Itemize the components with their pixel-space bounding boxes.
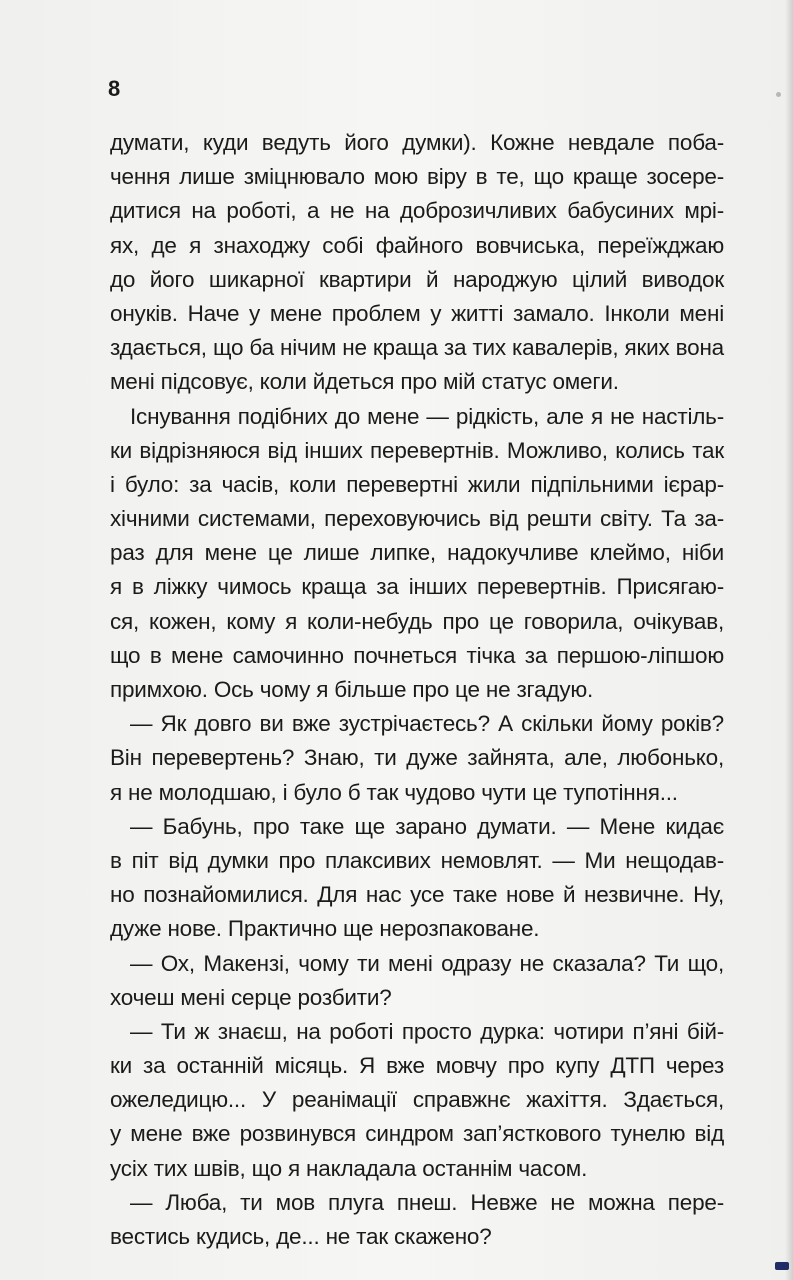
page-number: 8 bbox=[108, 76, 121, 101]
cover-corner bbox=[775, 1262, 789, 1270]
text-line: я не молодшаю, і було б так чудово чути це тупотіння... bbox=[110, 779, 678, 805]
text-line: ожеледицю... У реанімації справжнє жахіття. Здається, bbox=[110, 1087, 724, 1113]
text-line: — Як довго ви вже зустрічаєтесь? А скільки йому років? bbox=[130, 711, 724, 737]
text-line: ки відрізняюся від інших перевертнів. Можливо, колись так bbox=[110, 437, 724, 463]
page-spine-shadow bbox=[785, 0, 793, 1280]
text-line: в піт від думки про плаксивих немовлят. — Ми нещодав- bbox=[110, 847, 724, 873]
text-line: ки за останній місяць. Я вже мовчу про купу ДТП через bbox=[110, 1053, 724, 1079]
text-line: Існування подібних до мене — рідкість, але я не настіль- bbox=[130, 403, 724, 429]
text-line: ся, кожен, кому я коли-небудь про це говорила, очікував, bbox=[110, 608, 724, 634]
text-line: чення лише зміцнювало мою віру в те, що краще зосере- bbox=[110, 164, 724, 190]
text-line: — Ти ж знаєш, на роботі просто дурка: чотири п’яні бій- bbox=[130, 1018, 724, 1044]
text-line: і було: за часів, коли перевертні жили підпільними ієрар- bbox=[110, 471, 724, 497]
text-line: здається, що ба нічим не краща за тих кавалерів, яких вона bbox=[110, 335, 724, 361]
text-line: раз для мене це лише липке, надокучливе клеймо, ніби bbox=[110, 540, 724, 566]
text-line: хочеш мені серце розбити? bbox=[110, 984, 392, 1010]
text-line: Він перевертень? Знаю, ти дуже зайнята, але, любонько, bbox=[110, 745, 724, 771]
page-body-text bbox=[110, 126, 724, 1254]
text-line: хічними системами, переховуючись від решти світу. Та за- bbox=[110, 506, 724, 532]
text-line: вестись кудись, де... не так скажено? bbox=[110, 1224, 492, 1249]
text-line: усіх тих швів, що я накладала останнім часом. bbox=[110, 1155, 588, 1181]
text-line: — Ох, Макензі, чому ти мені одразу не сказала? Ти що, bbox=[130, 950, 724, 976]
text-line: до його шикарної квартири й народжую цілий виводок bbox=[110, 266, 724, 292]
text-line: — Бабунь, про таке ще зарано думати. — Мене кидає bbox=[130, 813, 724, 839]
text-line: мені підсовує, коли йдеться про мій статус омеги. bbox=[110, 369, 619, 395]
text-line: но познайомилися. Для нас усе таке нове й незвичне. Ну, bbox=[110, 882, 724, 908]
text-line: — Люба, ти мов плуга пнеш. Невже не можна пере- bbox=[130, 1189, 724, 1215]
text-line: дитися на роботі, а не на доброзичливих бабусиних мрі- bbox=[110, 198, 724, 224]
text-line: у мене вже розвинувся синдром зап’ясткового тунелю від bbox=[110, 1121, 724, 1147]
paper-speck bbox=[776, 92, 781, 97]
text-line: я в ліжку чимось краща за інших перевертнів. Присягаю- bbox=[110, 574, 724, 600]
text-line: ях, де я знаходжу собі файного вовчиська, переїжджаю bbox=[110, 232, 724, 258]
text-line: примхою. Ось чому я більше про це не згадую. bbox=[110, 677, 594, 702]
text-line: онуків. Наче у мене проблем у житті замало. Інколи мені bbox=[110, 300, 724, 326]
text-line: що в мене самочинно почнеться тічка за першою-ліпшою bbox=[110, 642, 724, 668]
text-line: думати, куди ведуть його думки). Кожне невдале поба- bbox=[110, 130, 724, 155]
text-line: дуже нове. Практично ще нерозпаковане. bbox=[110, 916, 540, 942]
